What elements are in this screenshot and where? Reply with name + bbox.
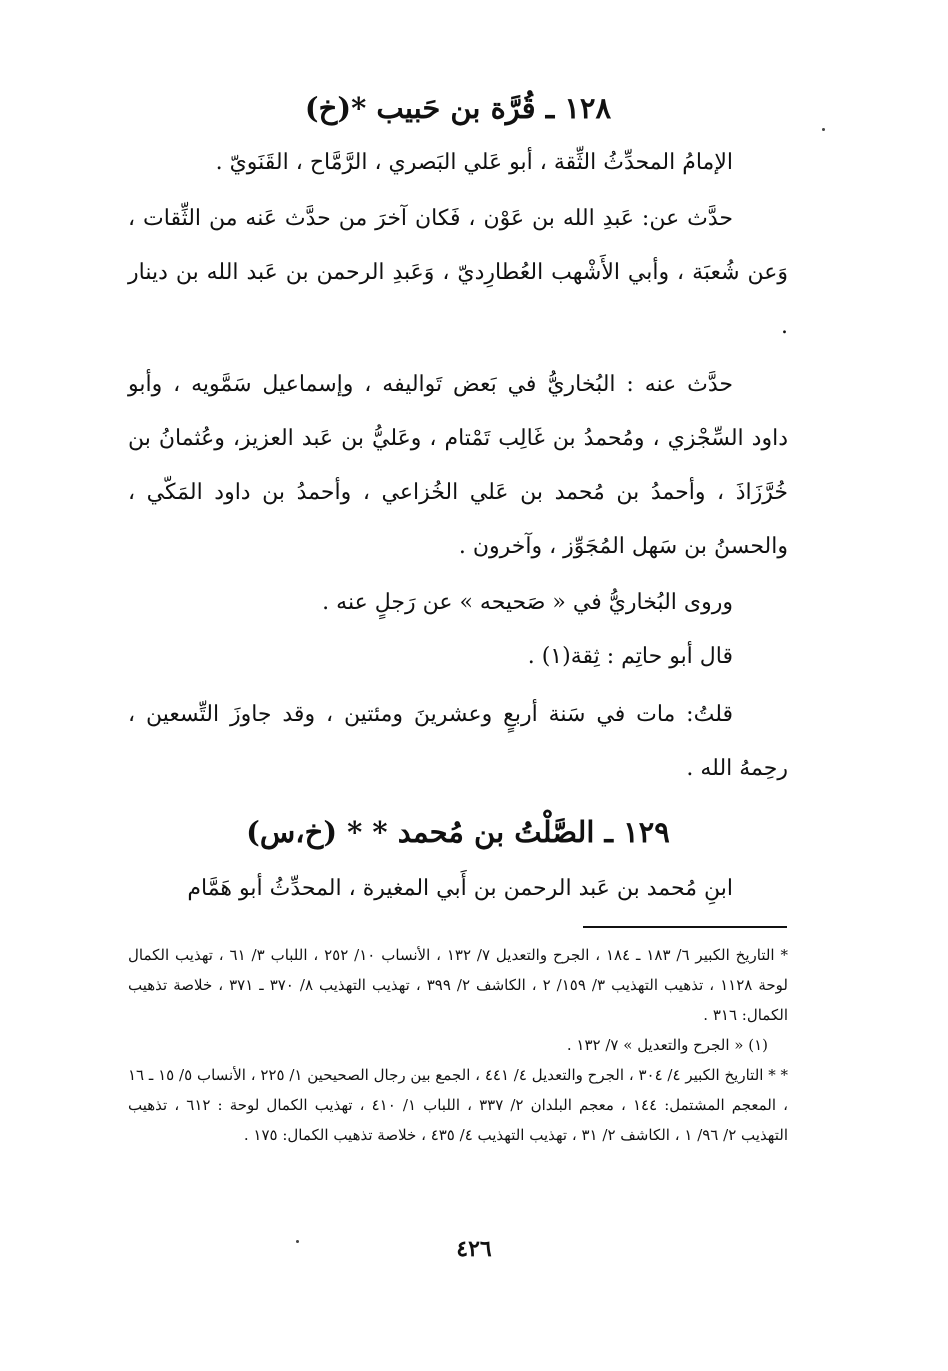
footnotes-section <box>128 940 788 1150</box>
scan-speck <box>822 128 825 131</box>
entry-128-abu-hatim-note: قال أبو حاتِم : ثِقة(١) . <box>527 644 733 669</box>
entry-129-lineage: ابنِ مُحمد بن عَبد الرحمن بن أَبي المغيرة ، المحدِّثُ أبو هَمَّام <box>187 876 733 901</box>
footnote-1: (١) « الجرح والتعديل » ٧/ ١٣٢ . <box>566 1036 768 1054</box>
footnote-entry-129-sources: * * التاريخ الكبير ٤/ ٣٠٤ ، الجرح والتعديل ٤/ ٤٤١ ، الجمع بين رجال الصحيحين ١/ ٢٢٥ ، الأنساب ٥/ ١٥ ـ ١٦ ، المعجم المشتمل: ١٤٤ ، معجم البلدان ٢/ ٣٣٧ ، اللباب ١/ ٤١٠ ، تهذيب الكمال لوحة : ٦١٢ ، تذهيب التهذيب ٢/ ٩٦/ ١ ، الكاشف ٢/ ٣١ ، تهذيب التهذيب ٤/ ٤٣٥ ، خلاصة تذهيب الكمال: ١٧٥ . <box>128 1066 789 1144</box>
entry-128-heading: ١٢٨ ـ قُرَّة بن حَبيب *(خ) <box>304 91 612 125</box>
page-number: ٤٢٦ <box>456 1236 492 1262</box>
footnote-entry-128-sources: * التاريخ الكبير ٦/ ١٨٣ ـ ١٨٤ ، الجرح والتعديل ٧/ ١٣٢ ، الأنساب ١٠/ ٢٥٢ ، اللباب ٣/ ٦١ ، تهذيب الكمال لوحة ١١٢٨ ، تذهيب التهذيب ٣/ ١٥٩/ ٢ ، الكاشف ٢/ ٣٩٩ ، تهذيب التهذيب ٨/ ٣٧٠ ـ ٣٧١ ، خلاصة تذهيب الكمال: ٣١٦ . <box>128 946 789 1024</box>
entry-128-narrated-from: حدَّث عن: عَبدِ الله بن عَوْن ، فَكان آخرَ من حدَّث عَنه من الثِّقات ، وَعن شُعبَة ، وأبي الأَشْهب العُطارِديّ ، وَعَبدِ الرحمن بن عَبد الله بن دينار . <box>128 206 788 339</box>
entry-128-description: الإمامُ المحدِّثُ الثِّقة ، أبو عَلي البَصري ، الرَّمَّاح ، القَنَويّ . <box>215 150 733 175</box>
scan-speck <box>296 1240 299 1243</box>
page-body <box>128 88 788 916</box>
entry-129-heading: ١٢٩ ـ الصَّلْتُ بن مُحمد * * (خ،س) <box>246 815 670 849</box>
footnote-divider <box>583 926 787 928</box>
entry-128-death-note: قلتُ: مات في سَنة أربعٍ وعشرينَ ومئتين ، وقد جاوزَ التِّسعين ، رحِمهُ الله . <box>128 702 788 781</box>
entry-128-narrated-by: حدَّث عنه : البُخاريُّ في بَعض تَواليفه ، وإسماعيل سَمَّويه ، وأبو داود السِّجْزي ، ومُحمدُ بن غَالِب تَمْتام ، وعَليُّ بن عَبد العزيز، وعُثمانُ بن خُرَّزَاذَ ، وأحمدُ بن مُحمد بن عَلي الخُزاعي ، وأحمدُ بن داود المَكّي ، والحسنُ بن سَهل المُجَوِّز ، وآخرون . <box>128 372 788 559</box>
entry-128-bukhari-note: وروى البُخاريُّ في « صَحيحه » عن رَجلٍ عنه . <box>322 590 733 615</box>
